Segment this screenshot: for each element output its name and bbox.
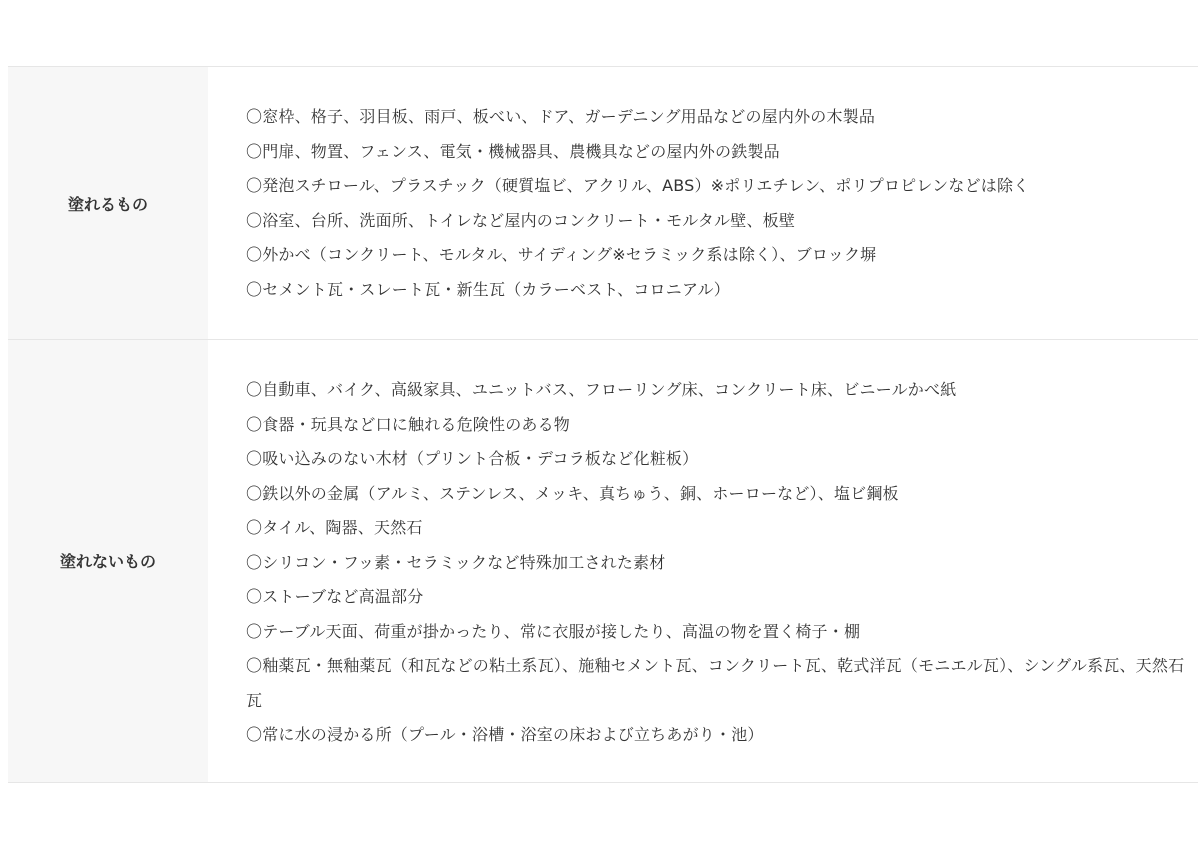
list-item: 〇窓枠、格子、羽目板、雨戸、板べい、ドア、ガーデニング用品などの屋内外の木製品 (246, 107, 876, 126)
row-header-cannot-paint: 塗れないもの (8, 340, 208, 783)
list-item: 〇セメント瓦・スレート瓦・新生瓦（カラーベスト、コロニアル） (246, 279, 730, 299)
paintable-surfaces-table (8, 66, 1198, 783)
list-item: 〇釉薬瓦・無釉薬瓦（和瓦などの粘土系瓦）、施釉セメント瓦、コンクリート瓦、乾式洋瓦（モニエル瓦）、シングル系瓦、天然石瓦 (246, 656, 1185, 710)
list-item: 〇外かべ（コンクリート、モルタル、サイディング※セラミック系は除く）、ブロック塀 (246, 245, 877, 264)
list-item: 〇自動車、バイク、高級家具、ユニットバス、フローリング床、コンクリート床、ビニールかべ紙 (246, 380, 957, 399)
list-item: 〇テーブル天面、荷重が掛かったり、常に衣服が接したり、高温の物を置く椅子・棚 (246, 621, 861, 641)
list-item: 〇吸い込みのない木材（プリント合板・デコラ板など化粧板） (246, 449, 699, 468)
list-item: 〇浴室、台所、洗面所、トイレなど屋内のコンクリート・モルタル壁、板壁 (246, 210, 796, 230)
list-item: 〇タイル、陶器、天然石 (246, 518, 423, 537)
row-header-can-paint: 塗れるもの (8, 67, 208, 340)
list-item: 〇常に水の浸かる所（プール・浴槽・浴室の床および立ちあがり・池） (246, 725, 764, 744)
row-cell-can-paint (208, 67, 1198, 340)
paintable-surfaces-table-container (8, 66, 1198, 783)
cannot-paint-list (246, 373, 1190, 753)
list-item: 〇シリコン・フッ素・セラミックなど特殊加工された素材 (246, 552, 666, 572)
list-item: 〇門扉、物置、フェンス、電気・機械器具、農機具などの屋内外の鉄製品 (246, 141, 780, 161)
table-row-can-paint (8, 67, 1198, 340)
can-paint-list (246, 100, 1190, 307)
list-item: 〇鉄以外の金属（アルミ、ステンレス、メッキ、真ちゅう、銅、ホーローなど）、塩ビ鋼板 (246, 483, 899, 503)
table-row-cannot-paint (8, 340, 1198, 783)
list-item: 〇食器・玩具など口に触れる危険性のある物 (246, 414, 571, 434)
list-item: 〇ストーブなど高温部分 (246, 587, 424, 606)
list-item: 〇発泡スチロール、プラスチック（硬質塩ビ、アクリル、ABS）※ポリエチレン、ポリプロピレンなどは除く (246, 176, 1030, 195)
row-cell-cannot-paint (208, 340, 1198, 783)
